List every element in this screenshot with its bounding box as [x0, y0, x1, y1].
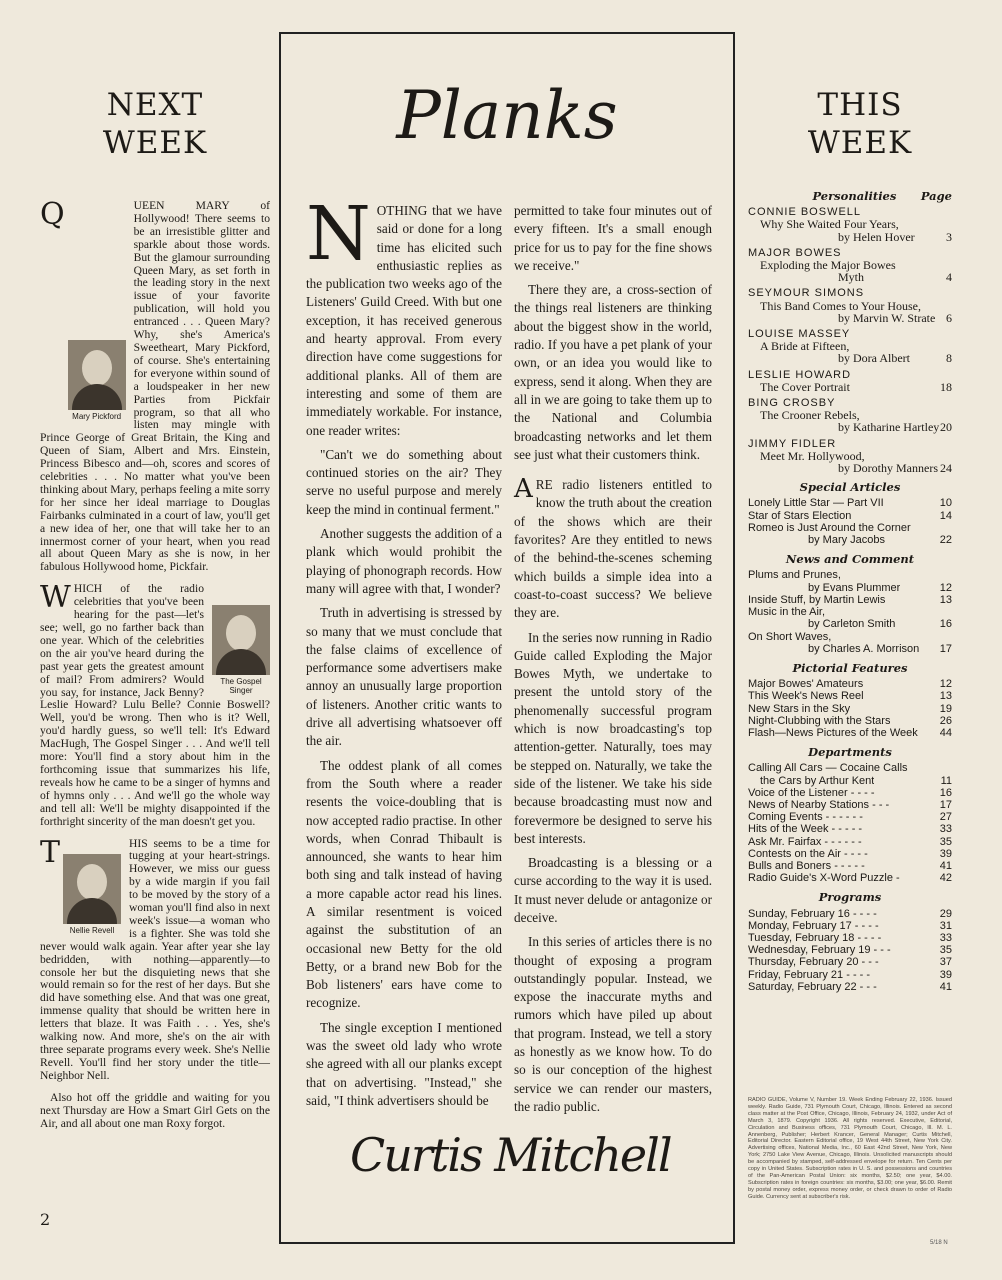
- contents-entry: [748, 510, 952, 522]
- news-comment-heading: News and Comment: [785, 552, 915, 567]
- contents-entry-personality: [748, 206, 952, 243]
- personality-name: LOUISE MASSEY: [748, 328, 851, 341]
- programs-heading: Programs: [818, 890, 882, 905]
- next-week-heading: [40, 86, 270, 162]
- contents-entry-personality: [748, 287, 952, 324]
- pictorial-features-heading: Pictorial Features: [792, 660, 908, 675]
- contents-entry: [748, 981, 952, 993]
- entry-label: News of Nearby Stations - - -: [748, 798, 890, 811]
- contents-entry: [748, 848, 952, 860]
- special-articles-heading: Special Articles: [799, 480, 901, 495]
- paragraph-text: OTHING that we have said or done for a long time has elicited such enthusiastic replies as the publication two weeks ago of the Listeners' Guild Creed. With but one exception, it has received generous and hearty approval. From every direction have come suggestions for additional planks. All of them are interesting and some of them are immediately workable. For instance, one reader writes:: [306, 203, 502, 438]
- page-number-ref: [948, 569, 952, 581]
- page-number-ref: 19: [939, 702, 952, 715]
- article-title: Meet Mr. Hollywood,: [760, 448, 865, 463]
- page-number-ref: 18: [940, 379, 952, 394]
- page-number-ref: 26: [939, 714, 952, 727]
- next-week-paragraph-queen-mary: [40, 197, 270, 574]
- contents-entry: [748, 823, 952, 835]
- contents-entry: [748, 787, 952, 799]
- contents-entry: [748, 956, 952, 968]
- entry-label: Friday, February 21 - - - -: [748, 968, 871, 981]
- drop-cap: Q: [40, 197, 65, 232]
- next-week-heading-line1: NEXT: [106, 87, 204, 123]
- special-articles-list: [748, 497, 952, 546]
- contents-entry: [748, 569, 952, 581]
- contents-entry: [748, 799, 952, 811]
- page-number-ref: [948, 606, 952, 618]
- contents-entry: [748, 534, 952, 546]
- page-number-ref: 33: [939, 931, 952, 944]
- article-title: A Bride at Fifteen,: [760, 339, 850, 354]
- page-number-ref: 16: [939, 786, 952, 799]
- page-number-ref: 44: [939, 726, 952, 739]
- personality-name: JIMMY FIDLER: [748, 437, 837, 450]
- entry-label: Thursday, February 20 - - -: [748, 956, 879, 969]
- this-week-heading-line1: THIS: [817, 87, 903, 123]
- contents-entry: [748, 908, 952, 920]
- contents-entry: [748, 872, 952, 884]
- editorial-paragraph: The oddest plank of all comes from the South where a reader resents the voice-doubling that is now accepted radio practise. In other words, when Conrad Thibault is announced, she wants to hear him both sing and talk instead of having a more capable actor read his lines. A similar resentment is voiced against the substitution of an occasional new Betty for the old Betty, or a brand new Bob for the Bob listeners' ears have come to recognize.: [306, 757, 502, 1011]
- contents-entry: [748, 920, 952, 932]
- page-number-ref: 41: [939, 859, 952, 872]
- news-comment-list: [748, 569, 952, 654]
- portrait-image: [63, 854, 121, 924]
- editorial-title: Planks: [396, 77, 618, 154]
- entry-label: New Stars in the Sky: [748, 702, 851, 715]
- entry-label: Saturday, February 22 - - -: [748, 980, 877, 993]
- entry-label: the Cars by Arthur Kent: [760, 774, 875, 787]
- contents-entry: [748, 631, 952, 643]
- page-number-ref: 10: [939, 497, 952, 510]
- next-week-paragraph-gospel-singer: [40, 580, 270, 828]
- article-title: Why She Waited Four Years,: [760, 217, 899, 232]
- page-number-ref: 12: [939, 678, 952, 691]
- photo-caption: The Gospel Singer: [220, 677, 262, 696]
- entry-label: Flash—News Pictures of the Week: [748, 726, 918, 739]
- this-week-heading-line2: WEEK: [807, 125, 913, 161]
- page-number-ref: 35: [939, 944, 952, 957]
- entry-label: Ask Mr. Fairfax - - - - - -: [748, 835, 862, 848]
- entry-label: Romeo is Just Around the Corner: [748, 521, 911, 534]
- publication-fine-print: RADIO GUIDE, Volume V, Number 19. Week Ending February 22, 1936. Issued weekly. Radio Guide, 731 Plymouth Court, Chicago, Illinois. Entered as second class matter at the Post Office, Chicago, Illinois, February 24, 1932, under Act of March 3, 1879. Copyright 1936. All rights reserved. Executive, Editorial, Circulation and Business offices, 731 Plymouth Court, Chicago, Ill. M. L. Annenberg, Publisher; Herbert Krancer, General Manager; Curtis Mitchell, Editorial Director. Eastern Editorial office, 19 West 44th Street, New York City. Advertising offices, National Media, Inc., 60 East 42nd Street, New York, New York; 2750 Lake View Avenue, Chicago, Illinois. Unsolicited manuscripts should be accompanied by stamped, self-addressed envelope for return. Ten Cents per copy in United States. Subscription rates in U. S. and possessions and countries of the Pan-American Postal Union: six months, $2.50; one year, $4.00. Subscription rates in foreign countries: six months, $3.00; one year, $6.00. Remit by postal money order, express money order, or check drawn to order of Radio Guide. Currency sent at subscriber's risk.: [748, 1097, 952, 1200]
- contents-entry: [748, 582, 952, 594]
- personalities-list: [748, 206, 952, 474]
- photo-gospel-singer: [212, 605, 270, 695]
- article-author: Myth: [838, 270, 865, 285]
- drop-cap: T: [40, 834, 61, 870]
- page-number-ref: 6: [946, 310, 952, 325]
- page-number-ref: 29: [939, 907, 952, 920]
- page-number-ref: 22: [939, 534, 952, 547]
- editorial-paragraph: [514, 476, 712, 622]
- editorial-column-2: [514, 202, 712, 1122]
- contents-entry: [748, 775, 952, 787]
- entry-label: by Evans Plummer: [808, 581, 901, 594]
- entry-label: Night-Clubbing with the Stars: [748, 714, 891, 727]
- page-number-ref: [948, 762, 952, 774]
- entry-label: Tuesday, February 18 - - - -: [748, 931, 882, 944]
- article-byline-row: [748, 381, 952, 393]
- entry-label: Monday, February 17 - - - -: [748, 919, 879, 932]
- page-number-ref: 17: [939, 642, 952, 655]
- drop-cap: A: [514, 474, 533, 505]
- page-number-ref: 39: [939, 968, 952, 981]
- entry-label: Music in the Air,: [748, 606, 826, 619]
- entry-label: Star of Stars Election: [748, 509, 852, 522]
- personality-name: SEYMOUR SIMONS: [748, 287, 865, 300]
- paragraph-text: HICH of the radio celebrities that you've been hearing for the past—let's see; well, go no farther back than one year. Which of the celebrities on the air you've heard during the past year gets the greatest amount of mail? From admirers? Would you say, for instance, Jack Benny? Leslie Howard? Lulu Belle? Connie Boswell? Well, you'd be wrong. Then who is it? Well, you'd hardly guess, so we'll tell: It's Edward MacHugh, The Gospel Singer . . . And we'll tell more: You'll find a story about him in the forthcoming issue that summarizes his life, reveals how he came to be a singer of hymns and of hymns only . . . And we'll go the whole way and tell all: We'll be mighty disappointed if the forthright sincerity of the man doesn't get you.: [40, 582, 270, 828]
- contents-entry: [748, 497, 952, 509]
- page-number-ref: 17: [939, 798, 952, 811]
- contents-entry: [748, 860, 952, 872]
- article-byline-row: [748, 421, 952, 433]
- contents-entry: [748, 811, 952, 823]
- contents-entry: [748, 762, 952, 774]
- page-number-ref: 13: [939, 593, 952, 606]
- article-author: by Katharine Hartley: [838, 420, 940, 435]
- pictorial-features-list: [748, 678, 952, 739]
- entry-label: Hits of the Week - - - - -: [748, 823, 863, 836]
- entry-label: This Week's News Reel: [748, 690, 864, 703]
- page-number-ref: 24: [940, 461, 952, 476]
- paragraph-text: HIS seems to be a time for tugging at your heart-strings. However, we miss our guess by a wide margin if you fail to be moved by the story of a woman you'll find also in next week's issue—a woman who is a fighter. She was told she never would walk again. Year after year she lay bedridden, with nothing—apparently—to console her but the disquieting news that she would remain so for the rest of her days. But she did have something else. And that was one great, immense quality that should be written here in letters that blaze. It was Faith . . . Yes, she's walking now. And more, she's on the air with three separate programs every week. She's Nellie Revell. You'll find her story under the title—Neighbor Nell.: [40, 836, 270, 1082]
- portrait-image: [68, 340, 126, 410]
- page-number-ref: 4: [946, 270, 952, 285]
- article-byline-row: [748, 352, 952, 364]
- contents-entry: [748, 836, 952, 848]
- page-number-ref: [948, 522, 952, 534]
- print-code: 5/18 N: [930, 1240, 948, 1246]
- article-byline-row: [748, 462, 952, 474]
- page-number-ref: 13: [939, 690, 952, 703]
- article-byline-row: [748, 312, 952, 324]
- entry-label: Wednesday, February 19 - - -: [748, 944, 891, 957]
- entry-label: by Carleton Smith: [808, 618, 896, 631]
- entry-label: Voice of the Listener - - - -: [748, 786, 875, 799]
- contents-entry-personality: [748, 397, 952, 434]
- entry-label: by Mary Jacobs: [808, 534, 886, 547]
- contents-entry: [748, 932, 952, 944]
- page-number: 2: [40, 1210, 51, 1229]
- contents-entry: [748, 678, 952, 690]
- entry-label: Major Bowes' Amateurs: [748, 678, 864, 691]
- this-week-heading: [790, 86, 930, 162]
- contents-section-heading: [748, 190, 952, 202]
- editorial-column-1: [306, 191, 502, 1116]
- entry-label: Plums and Prunes,: [748, 569, 841, 582]
- paragraph-text: RE radio listeners entitled to know the truth about the creation of the shows which are their favorites? Are they entitled to news of the behind-the-scenes scheming which builds a simple idea into a coast-to-coast success? We believe they are.: [514, 477, 712, 621]
- contents-entry-personality: [748, 369, 952, 393]
- page-number-ref: 41: [939, 980, 952, 993]
- contents-entry: [748, 727, 952, 739]
- page-column-heading: Page: [920, 189, 952, 203]
- contents-entry: [748, 606, 952, 618]
- editorial-paragraph: The single exception I mentioned was the sweet old lady who wrote she agreed with all our planks except that on advertising. "Instead," she said, "I think advertisers should be: [306, 1019, 502, 1108]
- page-number-ref: 12: [939, 581, 952, 594]
- photo-nellie-revell: [63, 854, 121, 935]
- contents-entry: [748, 594, 952, 606]
- contents-entry: [748, 618, 952, 630]
- editor-signature: Curtis Mitchell: [350, 1128, 671, 1182]
- entry-label: Bulls and Boners - - - - -: [748, 859, 865, 872]
- article-title: The Crooner Rebels,: [760, 408, 860, 423]
- editorial-paragraph: In this series of articles there is no thought of exposing a program outstandingly popular. Instead, we expose the inaccurate myths and rumors which have piled up about that program. Instead, we tell a story as honestly as we know how. To do so is our conception of the highest service we can render our masters, the radio public.: [514, 934, 712, 1114]
- page-number-ref: 31: [939, 919, 952, 932]
- page-number-ref: 11: [940, 774, 952, 787]
- article-author: by Helen Hover: [838, 229, 915, 244]
- next-week-paragraph-nellie-revell: [40, 834, 270, 1083]
- portrait-image: [212, 605, 270, 675]
- contents-entry: [748, 969, 952, 981]
- article-title: This Band Comes to Your House,: [760, 298, 922, 313]
- article-byline-row: [748, 271, 952, 283]
- editorial-paragraph: Truth in advertising is stressed by so many that we must conclude that the false claims of excellence of performance some advertisers make annoy an unusually large proportion of listeners. Another critic wants to drive all advertising whatsoever off the air.: [306, 605, 502, 749]
- page-number-ref: 37: [939, 956, 952, 969]
- contents-entry: [748, 944, 952, 956]
- entry-label: Contests on the Air - - - -: [748, 847, 868, 860]
- contents-entry: [748, 522, 952, 534]
- page-number-ref: 27: [939, 811, 952, 824]
- article-author: by Marvin W. Strate: [838, 310, 936, 325]
- paragraph-text: UEEN MARY of Hollywood! There seems to be an irresistible glitter and sparkle about those words. But the glamour surrounding Queen Mary, as set forth in the leading story in the next issue of your favorite publication, will hold you entranced . . . Queen Mary? Why, she's America's Sweetheart, Mary Pickford, of course. She's entertaining for everyone within sound of a loudspeaker in her new Parties from Pickfair program, so that all who listen may mingle with Prince George of Great Britain, the King and Queen of Siam, Albert and Mrs. Einstein, Princess Bibesco and—oh, scores and scores of celebrities . . . No matter what you've been thinking about Mary, perhaps feeling a mite sorry for her since her ideal marriage to Douglas Fairbanks culminated in a court of law, you'll get a new idea of her, one that will take her to an innermost corner of your heart, when you read all about Queen Mary as she is now, in her fabulous Hollywood home, Pickfair.: [40, 199, 270, 574]
- personality-name: CONNIE BOSWELL: [748, 206, 862, 219]
- entry-label: Sunday, February 16 - - - -: [748, 907, 877, 920]
- next-week-paragraph-closing: Also hot off the griddle and waiting for you next Thursday are How a Smart Girl Gets on the Air, and all about one man Roxy forgot.: [40, 1090, 270, 1130]
- next-week-heading-line2: WEEK: [102, 125, 208, 161]
- personalities-heading: Personalities: [812, 189, 897, 203]
- contents-entry: [748, 703, 952, 715]
- page-number-ref: 3: [946, 229, 952, 244]
- contents-column: [748, 190, 952, 993]
- contents-entry: [748, 643, 952, 655]
- editorial-paragraph: Broadcasting is a blessing or a curse according to the way it is used. It must never delude or antagonize or deceive.: [514, 855, 712, 925]
- contents-entry-personality: [748, 247, 952, 284]
- page-number-ref: 35: [939, 835, 952, 848]
- page-number-ref: 33: [939, 823, 952, 836]
- article-author: by Dorothy Manners: [838, 461, 938, 476]
- contents-entry: [748, 715, 952, 727]
- next-week-column: [40, 197, 270, 1139]
- contents-entry-personality: [748, 328, 952, 365]
- entry-label: Calling All Cars — Cocaine Calls: [748, 762, 908, 775]
- contents-entry-personality: [748, 438, 952, 475]
- personality-name: MAJOR BOWES: [748, 246, 842, 259]
- editorial-paragraph: Another suggests the addition of a plank which would prohibit the playing of phonograph records. How many will agree with that, I wonder?: [306, 526, 502, 596]
- page-number-ref: [948, 631, 952, 643]
- article-author: The Cover Portrait: [760, 379, 850, 394]
- page-number-ref: 39: [939, 847, 952, 860]
- editorial-paragraph: There they are, a cross-section of the things real listeners are thinking about the biggest show in the world, radio. If you have a pet plank of your own, or an idea you would like to express, send it along. When they are all in we are going to take them up to the National and Columbia broadcasting networks and let them see just what their customers think.: [514, 282, 712, 462]
- personality-name: LESLIE HOWARD: [748, 368, 852, 381]
- photo-caption: Mary Pickford: [72, 412, 122, 421]
- departments-heading: Departments: [808, 745, 892, 760]
- photo-caption: Nellie Revell: [69, 925, 115, 935]
- drop-cap: N: [306, 191, 371, 277]
- page-number-ref: 42: [939, 872, 952, 885]
- page-number-ref: 8: [946, 351, 952, 366]
- editorial-paragraph: In the series now running in Radio Guide called Exploding the Major Bowes Myth, we undertake to present the untold story of the phenomenally successful program which is now broadcasting's top attention-getter. Naturally, toes may be stepped on. Naturally, we take the side of the listener. We take his side because broadcasting must now and forevermore be designed to serve his best interests.: [514, 629, 712, 846]
- photo-mary-pickford: [68, 340, 126, 421]
- entry-label: Lonely Little Star — Part VII: [748, 497, 884, 510]
- entry-label: Radio Guide's X-Word Puzzle -: [748, 872, 900, 885]
- page-number-ref: 16: [939, 618, 952, 631]
- departments-list: [748, 762, 952, 884]
- editorial-paragraph: [306, 191, 502, 440]
- contents-entry: [748, 690, 952, 702]
- editorial-paragraph: permitted to take four minutes out of every fifteen. It's a small enough price for us to pay for the fine shows we receive.": [514, 203, 712, 273]
- personality-name: BING CROSBY: [748, 397, 836, 410]
- entry-label: Coming Events - - - - - -: [748, 811, 863, 824]
- entry-label: Inside Stuff, by Martin Lewis: [748, 593, 886, 606]
- page-number-ref: 14: [939, 509, 952, 522]
- entry-label: by Charles A. Morrison: [808, 642, 920, 655]
- article-author: by Dora Albert: [838, 351, 910, 366]
- editorial-paragraph: "Can't we do something about continued stories on the air? They serve no useful purpose and merely keep the mind in continual ferment.": [306, 446, 502, 517]
- article-title: Exploding the Major Bowes: [760, 258, 896, 273]
- drop-cap: W: [40, 580, 71, 616]
- entry-label: On Short Waves,: [748, 630, 832, 643]
- page-number-ref: 20: [940, 420, 952, 435]
- programs-list: [748, 908, 952, 993]
- article-byline-row: [748, 231, 952, 243]
